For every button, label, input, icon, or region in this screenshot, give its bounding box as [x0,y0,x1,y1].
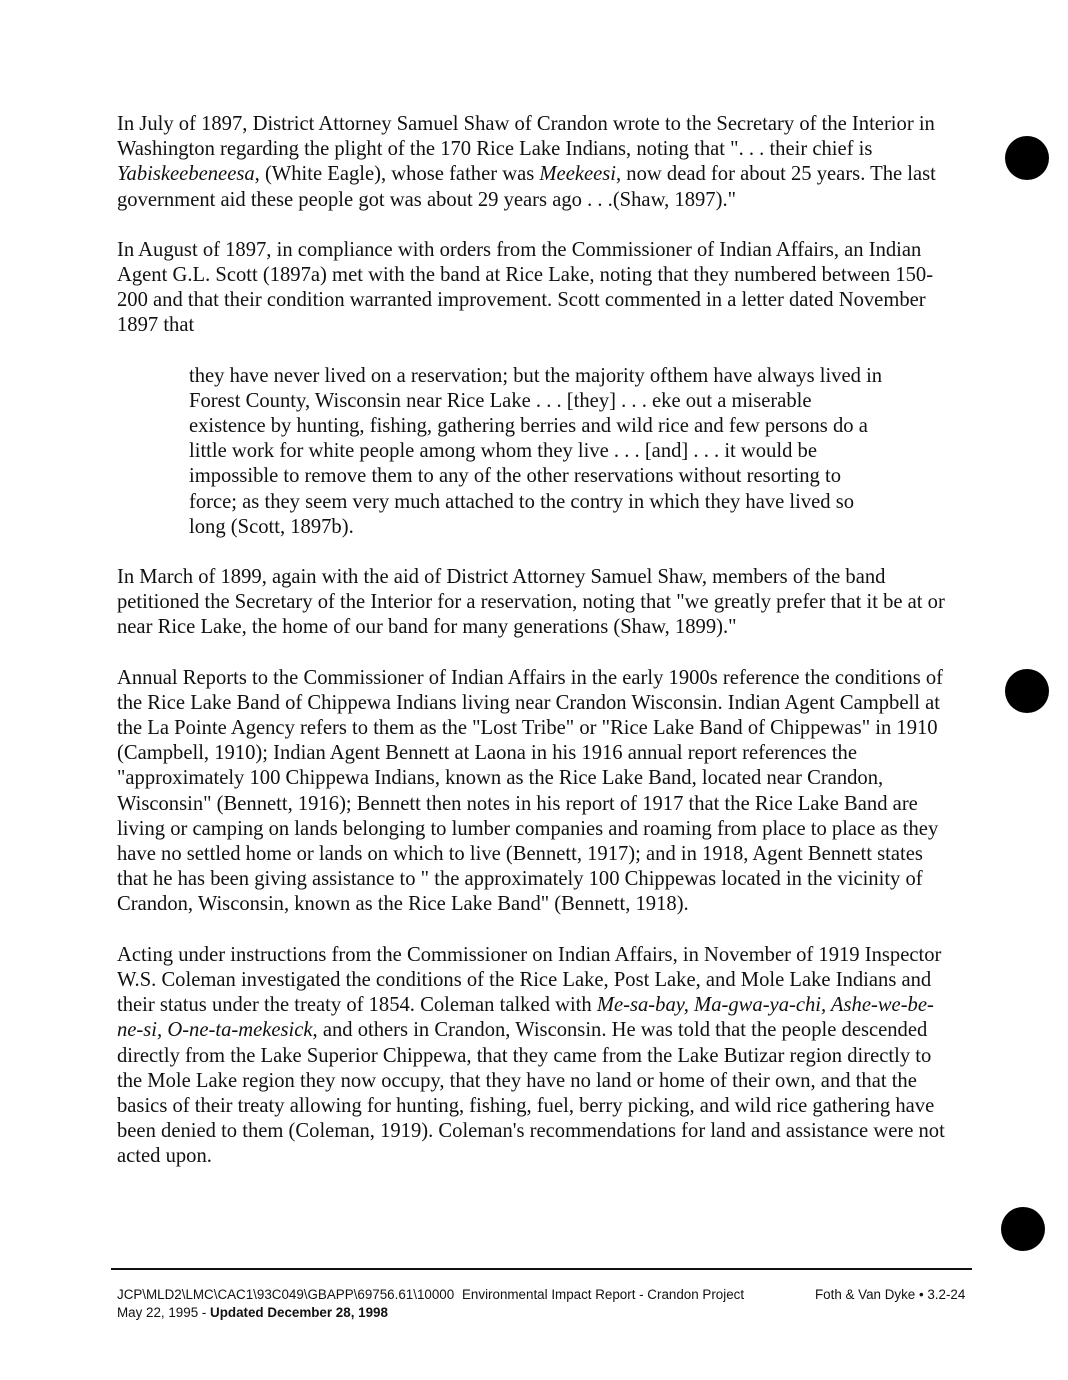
text-run: Acting under instructions from the Commissioner on Indian Affairs, in November of 1919 Inspector W.S. Coleman investigated the conditions of the Rice Lake, Post Lake, and Mole Lake Indians and their status under the treaty of 1854. Coleman talked with [117,943,942,1017]
italic-text-run: Meekeesi [539,163,616,186]
paragraph-3 [117,565,947,641]
text-run: Annual Reports to the Commissioner of Indian Affairs in the early 1900s reference the conditions of the Rice Lake Band of Chippewa Indians living near Crandon Wisconsin. Indian Agent Campbell at the La Pointe Agency refers to them as the "Lost Tribe" or "Rice Lake Band of Chippewas" in 1910 (Campbell, 1910); Indian Agent Bennett at Laona in his 1916 annual report references the "approximately 100 Chippewa Indians, known as the Rice Lake Band, located near Crandon, Wisconsin" (Bennett, 1916); Bennett then notes in his report of 1917 that the Rice Lake Band are living or camping on lands belonging to lumber companies and roaming from place to place as they have no settled home or lands on which to live (Bennett, 1917); and in 1918, Agent Bennett states that he has been giving assistance to " the approximately 100 Chippewas located in the vicinity of Crandon, Wisconsin, known as the Rice Lake Band" (Bennett, 1918). [117,666,944,916]
text-run: , now dead for about 25 years. The last government aid these people got was about 29 years ago . . .(Shaw, 1897)." [117,163,936,211]
binder-hole-icon [1005,136,1049,180]
italic-text-run: Me-sa-bay, Ma-gwa-ya-chi, Ashe-we-be-ne-si, O-ne-ta-mekesick [117,994,934,1042]
paragraph-4 [117,666,947,918]
text-run: they have never lived on a reservation; but the majority ofthem have always lived in Forest County, Wisconsin near Rice Lake . . . [they] . . . eke out a miserable existence by hunting, fishing, gathering berries and wild rice and few persons do a little work for white people among whom they live . . . [and] . . . it would be impossible to remove them to any of the other reservations without resorting to force; as they seem very much attached to the contry in which they have lived so long (Scott, 1897b). [189,364,883,538]
text-run: In July of 1897, District Attorney Samuel Shaw of Crandon wrote to the Secretary of the Interior in Washington regarding the plight of the 170 Rice Lake Indians, noting that ". . . their chief is [117,113,935,161]
footer-file-path: JCP\MLD2\LMC\CAC1\93C049\GBAPP\69756.61\10000 [117,1287,455,1302]
binder-hole-icon [1005,669,1049,713]
text-run: In August of 1897, in compliance with orders from the Commissioner of Indian Affairs, an Indian Agent G.L. Scott (1897a) met with the band at Rice Lake, noting that they numbered between 150-200 and that their condition warranted improvement. Scott commented in a letter dated November 1897 that [117,238,934,337]
text-run: In March of 1899, again with the aid of District Attorney Samuel Shaw, members of the band petitioned the Secretary of the Interior for a reservation, noting that "we greatly prefer that it be at or near Rice Lake, the home of our band for many generations (Shaw, 1899)." [117,566,945,639]
footer-file-info [117,1286,454,1322]
block-quote [189,364,889,540]
footer-date: May 22, 1995 - Updated December 28, 1998 [117,1305,388,1320]
text-run: , and others in Crandon, Wisconsin. He was told that the people descended directly from the Lake Superior Chippewa, that they came from the Lake Butizar region directly to the Mole Lake region they now occupy, that they have no land or home of their own, and that the basics of their treaty allowing for hunting, fishing, fuel, berry picking, and wild rice gathering have been denied to them (Coleman, 1919). Coleman's recommendations for land and assistance were not acted upon. [117,1019,945,1168]
document-body [117,112,947,1195]
footer-updated-date: Updated December 28, 1998 [210,1305,388,1320]
footer-divider [111,1268,972,1270]
footer-page-number: Foth & Van Dyke • 3.2-24 [815,1287,966,1302]
italic-text-run: Yabiskeebeneesa [117,163,255,186]
paragraph-5 [117,943,947,1170]
footer-report-title: Environmental Impact Report - Crandon Project [462,1287,745,1302]
paragraph-1 [117,112,947,213]
binder-hole-icon [1001,1207,1045,1251]
text-run: , (White Eagle), whose father was [254,163,540,186]
paragraph-2 [117,238,947,339]
